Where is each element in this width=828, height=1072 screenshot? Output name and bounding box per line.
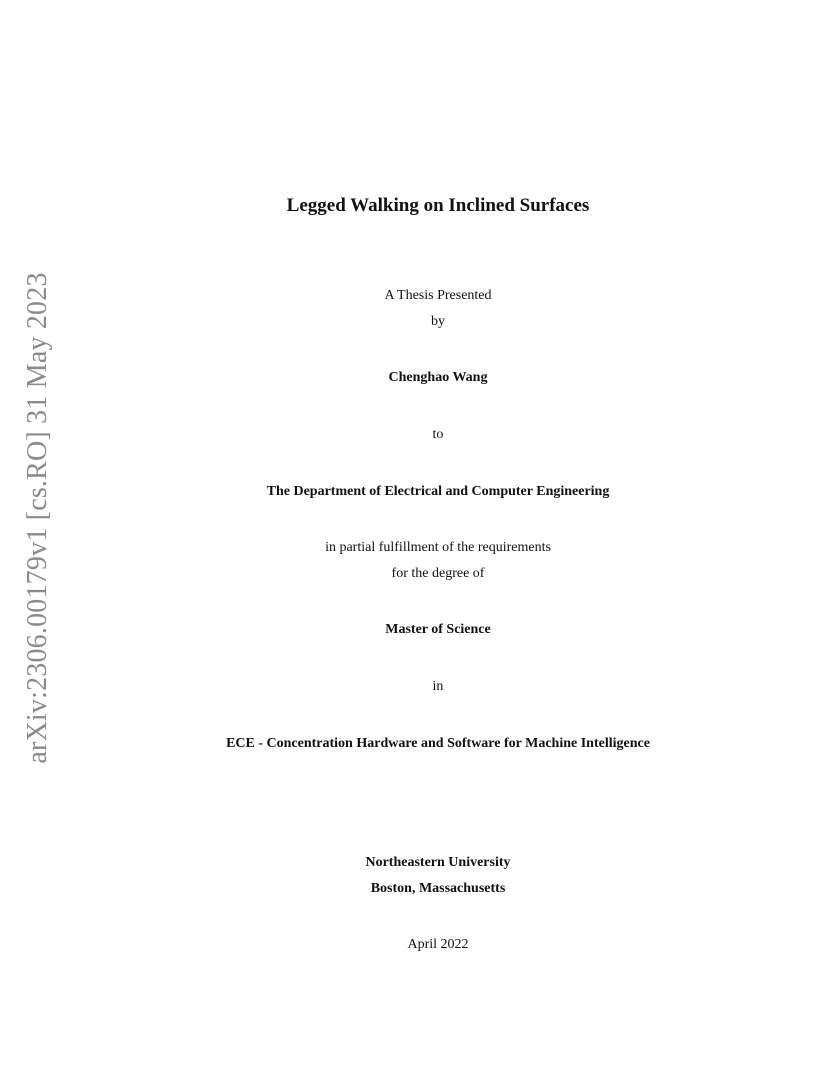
degree-name: Master of Science (385, 622, 491, 637)
thesis-date: April 2022 (407, 937, 469, 952)
department-name: The Department of Electrical and Computer Engineering (266, 484, 610, 499)
university-name: Northeastern University (365, 855, 511, 870)
thesis-title: Legged Walking on Inclined Surfaces (286, 195, 590, 216)
author-name: Chenghao Wang (388, 370, 488, 385)
presented-text: A Thesis Presented (384, 288, 492, 303)
by-text: by (431, 314, 445, 329)
university-location: Boston, Massachusetts (370, 881, 506, 896)
fulfillment-text: in partial fulfillment of the requirements (325, 540, 551, 555)
degree-of-text: for the degree of (391, 566, 485, 581)
concentration-name: ECE - Concentration Hardware and Software for Machine Intelligence (226, 736, 650, 751)
to-text: to (432, 427, 444, 442)
arxiv-stamp: arXiv:2306.00179v1 [cs.RO] 31 May 2023 (22, 272, 53, 764)
in-text: in (432, 679, 444, 694)
